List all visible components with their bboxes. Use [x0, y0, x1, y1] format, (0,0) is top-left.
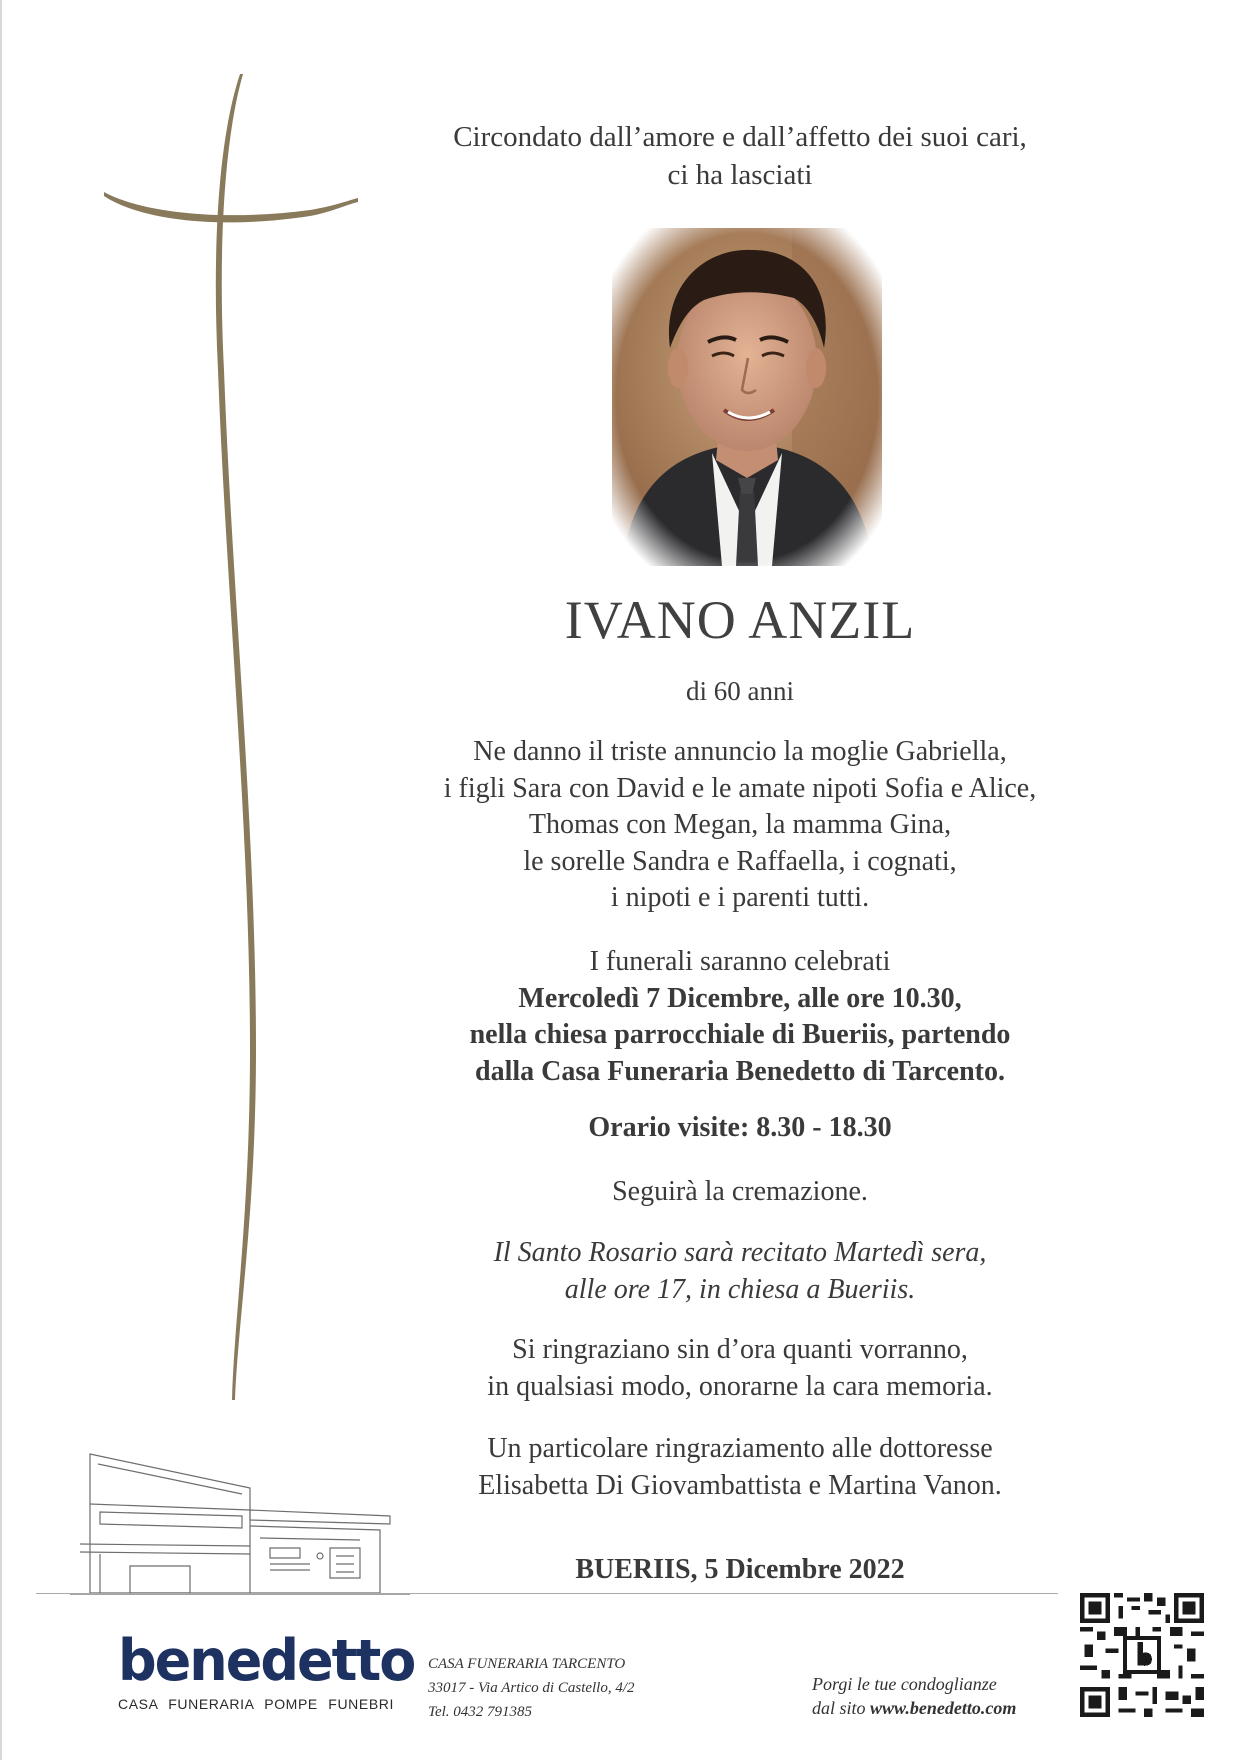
- thanks-paragraph: [360, 1331, 1120, 1405]
- intro-text: [360, 118, 1120, 194]
- special-thanks-line: Elisabetta Di Giovambattista e Martina Vanon.: [478, 1470, 1002, 1501]
- visiting-hours: Orario visite: 8.30 - 18.30: [588, 1112, 892, 1143]
- deceased-age: di 60 anni: [686, 676, 794, 706]
- condolences-note: [812, 1672, 1016, 1720]
- thanks-line: Si ringraziano sin d’ora quanti vorranno,: [512, 1334, 968, 1365]
- website-link[interactable]: www.benedetto.com: [870, 1698, 1017, 1718]
- place-and-date: BUERIIS, 5 Dicembre 2022: [575, 1554, 905, 1585]
- rosary-line: Il Santo Rosario sarà recitato Martedì sera,: [493, 1237, 987, 1268]
- address-line: 33017 - Via Artico di Castello, 4/2: [428, 1680, 635, 1696]
- rosary-line: alle ore 17, in chiesa a Bueriis.: [564, 1274, 916, 1305]
- announcement-line: Ne danno il triste annuncio la moglie Gabriella,: [473, 736, 1007, 767]
- intro-line-2: ci ha lasciati: [667, 159, 813, 191]
- thanks-line: in qualsiasi modo, onorarne la cara memoria.: [487, 1371, 993, 1402]
- cross-icon: [100, 70, 360, 1410]
- funeral-intro: I funerali saranno celebrati: [589, 946, 891, 977]
- announcement-line: le sorelle Sandra e Raffaella, i cognati,: [523, 845, 957, 877]
- special-thanks-line: Un particolare ringraziamento alle dottoresse: [487, 1433, 993, 1464]
- funeral-date-time: Mercoledì 7 Dicembre, alle ore 10.30,: [518, 982, 962, 1014]
- funeral-paragraph: [360, 944, 1120, 1090]
- condolences-prefix: dal sito: [812, 1698, 871, 1718]
- announcement-line: Thomas con Megan, la mamma Gina,: [528, 809, 952, 840]
- page-border: [0, 0, 2, 1760]
- portrait-photo: [612, 228, 882, 566]
- intro-line-1: Circondato dall’amore e dall’affetto dei suoi cari,: [453, 121, 1027, 153]
- special-thanks-paragraph: [360, 1430, 1120, 1504]
- footer-divider: [36, 1593, 1058, 1594]
- logo-subtitle: CASA FUNERARIA POMPE FUNEBRI: [118, 1696, 394, 1712]
- announcement-line: i nipoti e i parenti tutti.: [610, 882, 870, 913]
- address-line: Tel. 0432 791385: [428, 1704, 533, 1720]
- announcement-paragraph: [360, 734, 1120, 917]
- announcement-line: i figli Sara con David e le amate nipoti Sofia e Alice,: [443, 772, 1037, 804]
- condolences-line: Porgi le tue condoglianze: [812, 1674, 997, 1694]
- condolences-line-2: [812, 1696, 1016, 1720]
- rosary-note: [360, 1234, 1120, 1308]
- cremation-note: Seguirà la cremazione.: [612, 1176, 868, 1207]
- qr-code-icon[interactable]: [1080, 1593, 1204, 1717]
- address-line: CASA FUNERARIA TARCENTO: [428, 1656, 626, 1672]
- building-illustration: [70, 1448, 410, 1610]
- deceased-name: IVANO ANZIL: [564, 590, 916, 650]
- funeral-departure: dalla Casa Funeraria Benedetto di Tarcento.: [475, 1055, 1005, 1087]
- funeral-church: nella chiesa parrocchiale di Bueriis, partendo: [469, 1019, 1011, 1050]
- benedetto-logo: benedetto: [118, 1627, 415, 1694]
- funeral-home-address: [428, 1652, 635, 1724]
